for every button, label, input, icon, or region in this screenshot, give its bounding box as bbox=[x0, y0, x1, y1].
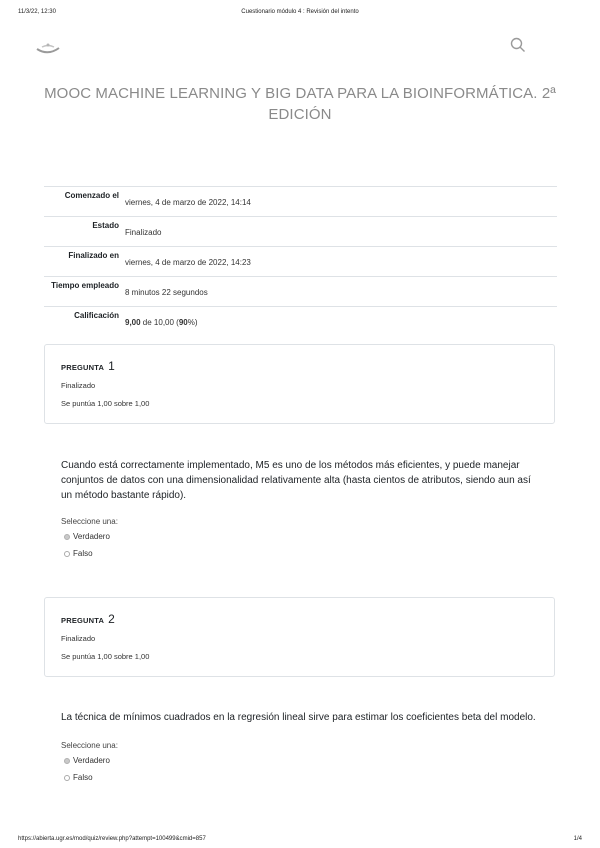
course-title: MOOC MACHINE LEARNING Y BIG DATA PARA LA BIOINFORMÁTICA. 2ª EDICIÓN bbox=[44, 85, 556, 123]
question-number-value: 1 bbox=[108, 359, 116, 373]
summary-row-state bbox=[44, 217, 557, 247]
summary-value: 8 minutos 22 segundos bbox=[125, 288, 208, 297]
radio-unselected[interactable] bbox=[64, 551, 70, 557]
answer-option-label: Verdadero bbox=[73, 532, 110, 541]
question-number bbox=[61, 359, 538, 373]
grade-suffix: %) bbox=[187, 318, 198, 327]
answer-option-true[interactable] bbox=[64, 756, 110, 765]
summary-row-grade bbox=[44, 307, 557, 337]
question-state: Finalizado bbox=[61, 381, 96, 390]
summary-label: Tiempo empleado bbox=[51, 281, 119, 290]
question-text: Cuando está correctamente implementado, M5 es uno de los métodos más eficientes, y puede manejar conjuntos de datos con una dimensionalidad relativamente alta (hasta cientos de atributos, siendo aun así un método bastante rápido). bbox=[61, 460, 531, 501]
grade-of-text: de 10,00 ( bbox=[140, 318, 179, 327]
grade-score: 9,00 bbox=[125, 318, 141, 327]
radio-selected[interactable] bbox=[64, 758, 70, 764]
answer-prompt: Seleccione una: bbox=[61, 741, 118, 750]
grade-value bbox=[125, 307, 557, 337]
answer-option-true[interactable] bbox=[64, 532, 110, 541]
summary-row-time-taken bbox=[44, 277, 557, 307]
question-label: PREGUNTA bbox=[61, 616, 104, 625]
answer-option-label: Falso bbox=[73, 549, 93, 558]
question-text: La técnica de mínimos cuadrados en la regresión lineal sirve para estimar los coeficientes beta del modelo. bbox=[61, 712, 536, 723]
radio-selected[interactable] bbox=[64, 534, 70, 540]
summary-row-started bbox=[44, 187, 557, 217]
summary-label: Estado bbox=[92, 221, 119, 230]
question-number bbox=[61, 612, 538, 626]
answer-prompt: Seleccione una: bbox=[61, 517, 118, 526]
question-label: PREGUNTA bbox=[61, 363, 104, 372]
answer-option-false[interactable] bbox=[64, 549, 93, 558]
answer-option-label: Verdadero bbox=[73, 756, 110, 765]
question-grade: Se puntúa 1,00 sobre 1,00 bbox=[61, 399, 150, 408]
print-page-number: 1/4 bbox=[573, 836, 582, 842]
answer-option-label: Falso bbox=[73, 773, 93, 782]
site-logo-icon[interactable] bbox=[34, 40, 62, 56]
summary-label: Comenzado el bbox=[64, 191, 119, 200]
summary-label: Finalizado en bbox=[68, 251, 119, 260]
summary-value: Finalizado bbox=[125, 228, 162, 237]
summary-value: viernes, 4 de marzo de 2022, 14:23 bbox=[125, 258, 251, 267]
search-icon[interactable] bbox=[510, 37, 526, 53]
summary-row-finished bbox=[44, 247, 557, 277]
question-grade: Se puntúa 1,00 sobre 1,00 bbox=[61, 652, 150, 661]
print-document-title: Cuestionario módulo 4 : Revisión del intento bbox=[241, 9, 359, 15]
grade-label: Calificación bbox=[74, 311, 119, 320]
question-info-card bbox=[44, 344, 555, 424]
print-url: https://abierta.ugr.es/mod/quiz/review.php?attempt=100499&cmid=857 bbox=[18, 836, 206, 842]
question-info-card bbox=[44, 597, 555, 677]
question-number-value: 2 bbox=[108, 612, 116, 626]
print-datetime: 11/3/22, 12:30 bbox=[18, 9, 56, 15]
summary-value: viernes, 4 de marzo de 2022, 14:14 bbox=[125, 198, 251, 207]
grade-percent: 90 bbox=[178, 318, 188, 327]
question-state: Finalizado bbox=[61, 634, 96, 643]
answer-option-false[interactable] bbox=[64, 773, 93, 782]
attempt-summary-table bbox=[44, 186, 557, 337]
radio-unselected[interactable] bbox=[64, 775, 70, 781]
